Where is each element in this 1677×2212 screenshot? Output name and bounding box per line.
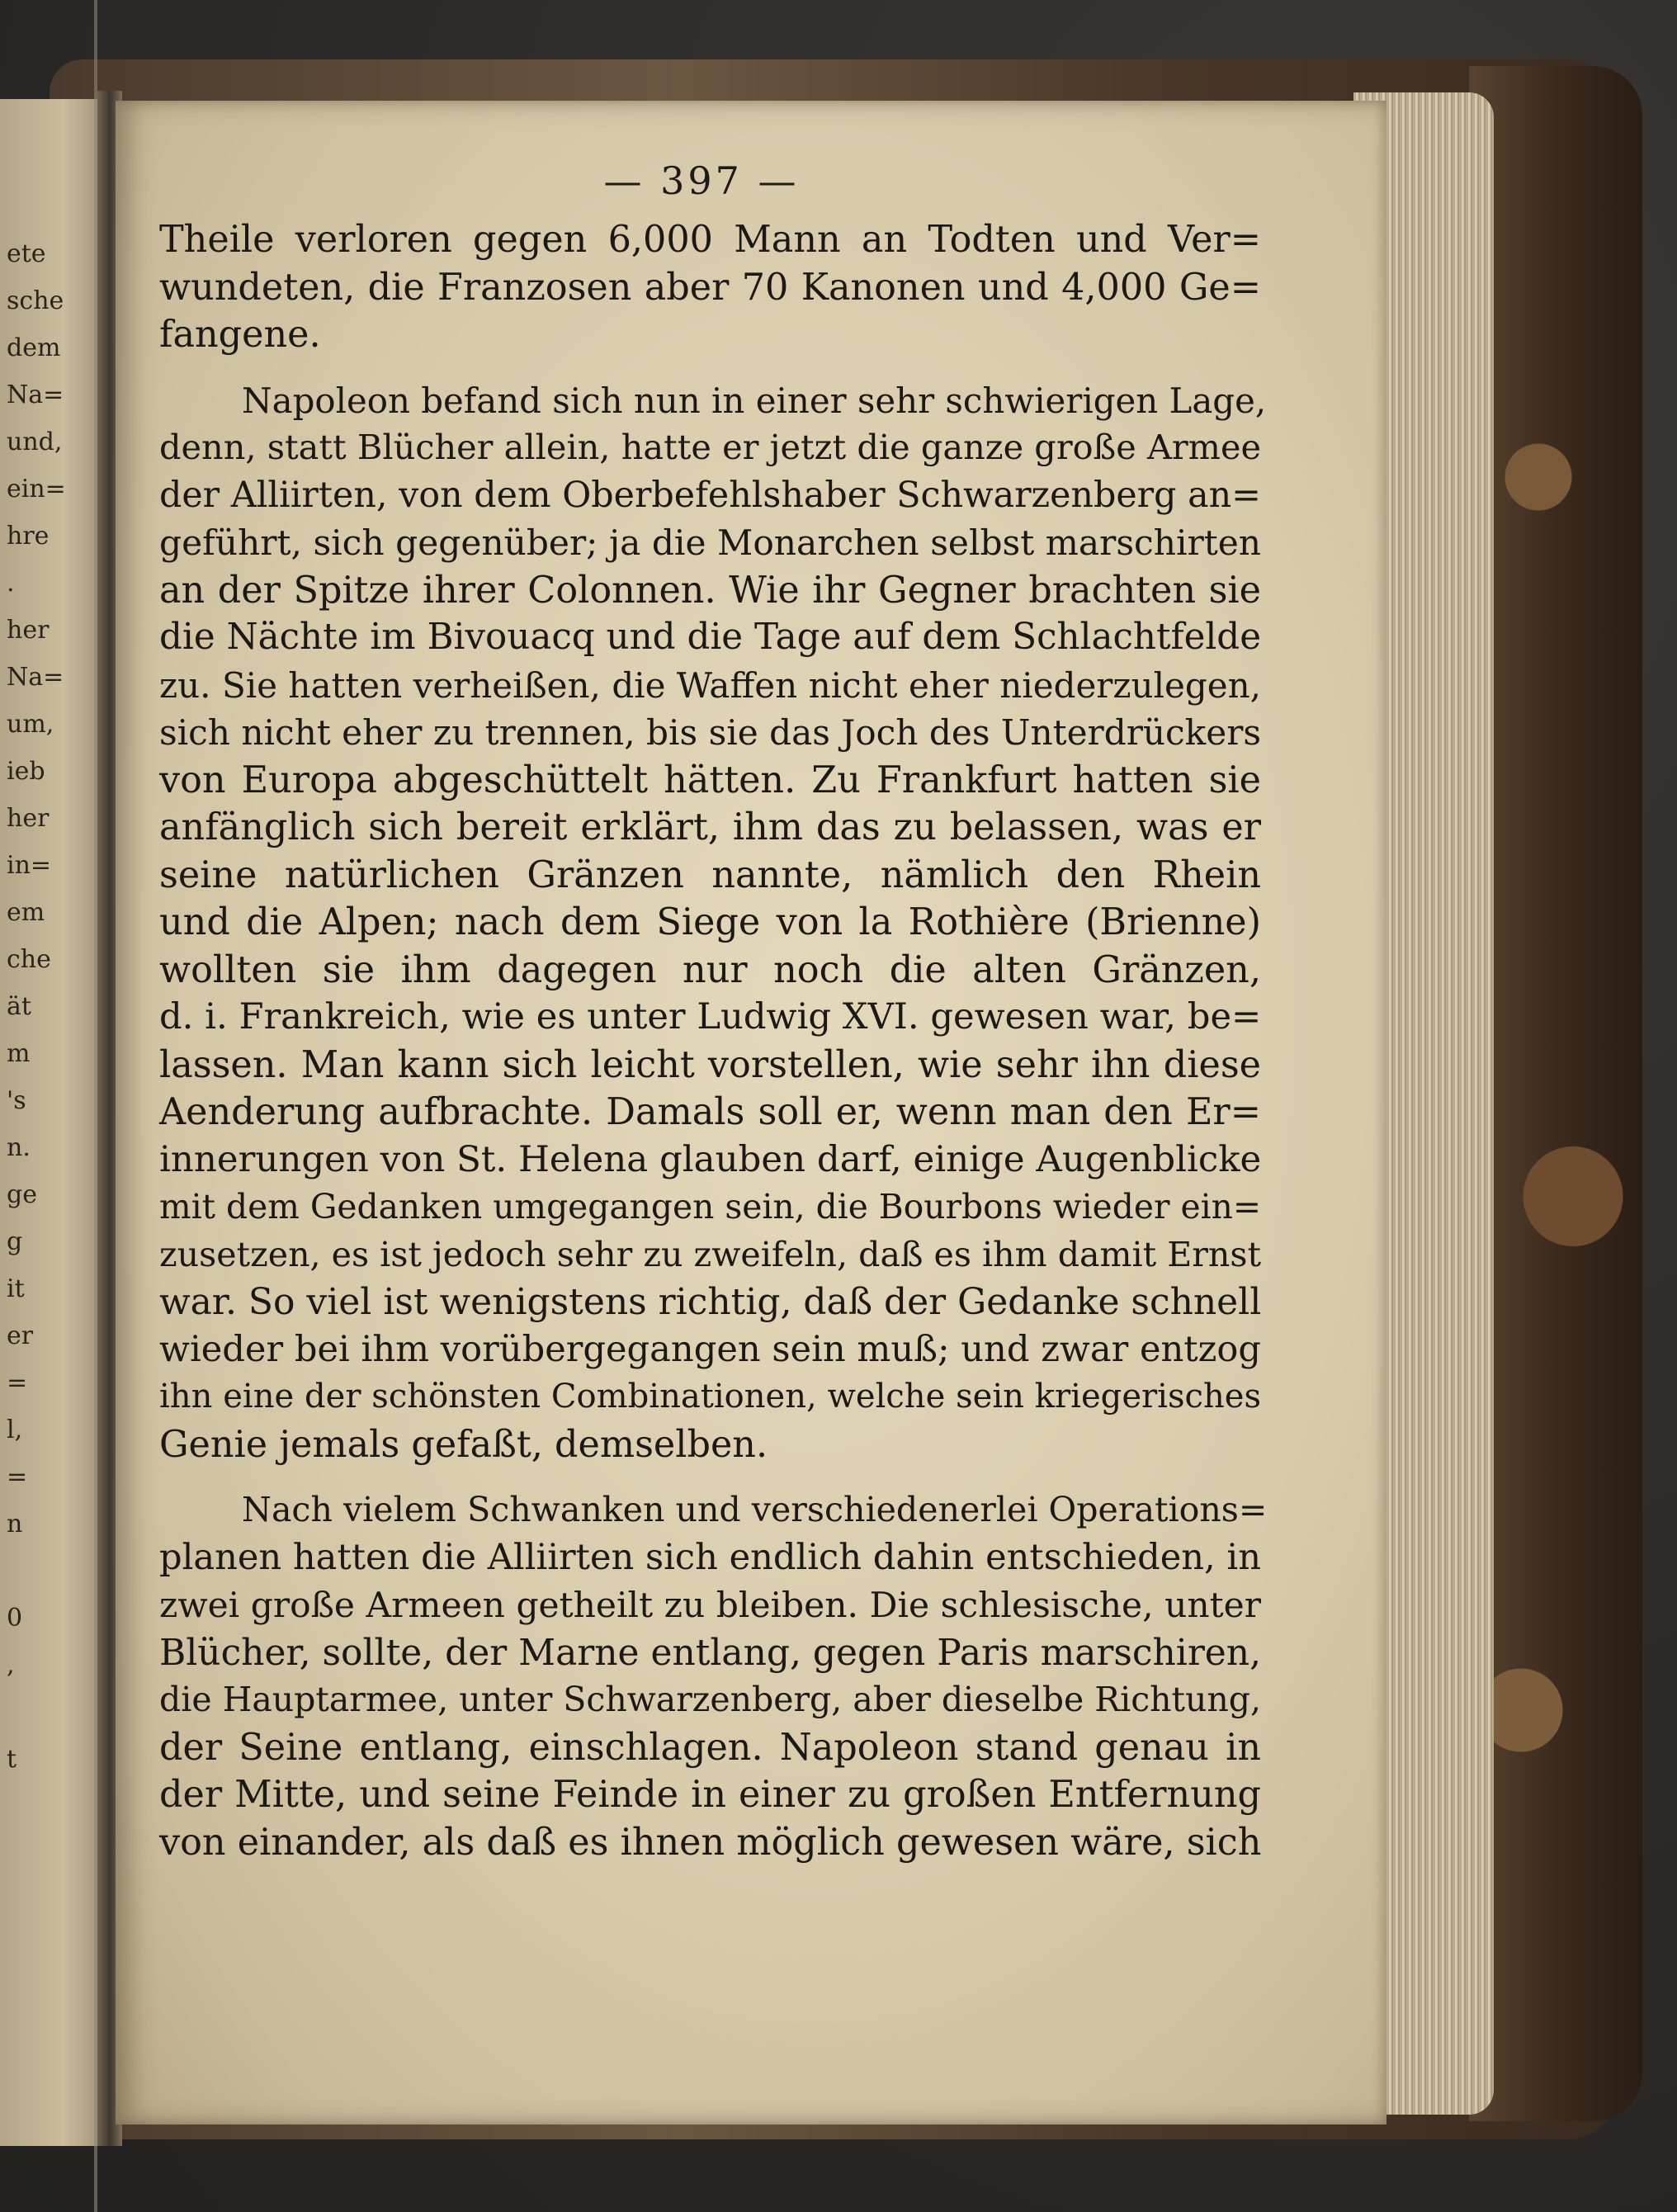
facing-page-fragment: ieb bbox=[7, 757, 45, 786]
text-line: wundeten, die Franzosen aber 70 Kanonen und 4,000 Ge= bbox=[159, 266, 1261, 309]
facing-page-fragment: her bbox=[7, 616, 50, 645]
text-line: d. i. Frankreich, wie es unter Ludwig XVI. gewesen war, be= bbox=[159, 996, 1262, 1037]
facing-page-fragment: t bbox=[7, 1745, 17, 1774]
facing-page-fragment: = bbox=[7, 1463, 28, 1491]
facing-page-fragment: sche bbox=[7, 286, 64, 315]
facing-page-fragment: her bbox=[7, 804, 50, 833]
facing-page-fragment: 's bbox=[7, 1086, 26, 1115]
facing-page-fragment: hre bbox=[7, 522, 50, 551]
facing-page-fragment: m bbox=[7, 1039, 31, 1068]
binding-line bbox=[94, 0, 97, 2212]
text-line: mit dem Gedanken umgegangen sein, die Bourbons wieder ein= bbox=[159, 1187, 1261, 1227]
facing-page-fragment: ete bbox=[7, 239, 46, 268]
marbled-cover-edge bbox=[1469, 66, 1642, 2121]
text-line: fangene. bbox=[159, 314, 321, 356]
page-body-text bbox=[159, 216, 1268, 1866]
text-line: Napoleon befand sich nun in einer sehr schwierigen Lage, bbox=[242, 380, 1267, 421]
text-line: Theile verloren gegen 6,000 Mann an Todten und Ver= bbox=[159, 219, 1261, 261]
text-line: innerungen von St. Helena glauben darf, einige Augenblicke bbox=[159, 1138, 1262, 1180]
page-number: — 397 — bbox=[603, 158, 800, 203]
text-line: die Hauptarmee, unter Schwarzenberg, aber dieselbe Richtung, bbox=[159, 1680, 1262, 1719]
facing-page-fragment: er bbox=[7, 1321, 34, 1350]
text-line: Nach vielem Schwanken und verschiedenerlei Operations= bbox=[242, 1490, 1268, 1529]
text-line: Blücher, sollte, der Marne entlang, gegen Paris marschiren, bbox=[159, 1631, 1262, 1674]
facing-page-fragment: n bbox=[7, 1510, 23, 1538]
facing-page-fragment: = bbox=[7, 1368, 28, 1397]
text-line: zu. Sie hatten verheißen, die Waffen nicht eher niederzulegen, bbox=[159, 664, 1261, 706]
facing-page-fragment: em bbox=[7, 898, 45, 927]
facing-page-fragment: l, bbox=[7, 1416, 23, 1444]
text-line: zwei große Armeen getheilt zu bleiben. Die schlesische, unter bbox=[159, 1585, 1261, 1625]
facing-page-fragment: g bbox=[7, 1227, 23, 1256]
facing-page-fragment: ät bbox=[7, 992, 31, 1021]
text-line: die Nächte im Bivouacq und die Tage auf dem Schlachtfelde bbox=[159, 617, 1261, 658]
facing-page-fragment: ein= bbox=[7, 475, 66, 503]
text-line: wollten sie ihm dagegen nur noch die alten Gränzen, bbox=[159, 948, 1261, 991]
facing-page-fragment: und, bbox=[7, 428, 63, 456]
paragraph-gap bbox=[159, 1468, 1261, 1486]
text-line: ihn eine der schönsten Combinationen, welche sein kriegerisches bbox=[159, 1378, 1261, 1416]
facing-page-fragment: che bbox=[7, 945, 51, 974]
text-line: lassen. Man kann sich leicht vorstellen, wie sehr ihn diese bbox=[159, 1043, 1261, 1086]
facing-page-fragment: Na= bbox=[7, 663, 64, 692]
facing-page-fragment: in= bbox=[7, 851, 52, 880]
text-line: an der Spitze ihrer Colonnen. Wie ihr Gegner brachten sie bbox=[159, 569, 1261, 612]
paragraph-gap bbox=[159, 359, 1261, 377]
text-line: war. So viel ist wenigstens richtig, daß der Gedanke schnell bbox=[159, 1281, 1262, 1323]
text-line: geführt, sich gegenüber; ja die Monarchen selbst marschirten bbox=[159, 522, 1261, 563]
facing-page-fragment: Na= bbox=[7, 380, 64, 409]
facing-page-fragment: 0 bbox=[7, 1604, 23, 1633]
text-line: der Seine entlang, einschlagen. Napoleon stand genau in bbox=[159, 1726, 1261, 1769]
text-line: zusetzen, es ist jedoch sehr zu zweifeln, daß es ihm damit Ernst bbox=[159, 1234, 1261, 1274]
text-line: seine natürlichen Gränzen nannte, nämlich den Rhein bbox=[159, 853, 1261, 896]
facing-page-fragment: . bbox=[7, 569, 15, 598]
facing-page-fragment: ge bbox=[7, 1180, 37, 1209]
text-line: anfänglich sich bereit erklärt, ihm das zu belassen, was er bbox=[159, 806, 1261, 848]
facing-page-fragment: , bbox=[7, 1651, 15, 1680]
facing-page-fragment: um, bbox=[7, 710, 54, 739]
text-line: planen hatten die Alliirten sich endlich dahin entschieden, in bbox=[159, 1536, 1261, 1578]
text-line: der Alliirten, von dem Oberbefehlshaber Schwarzenberg an= bbox=[159, 474, 1261, 516]
text-line: von Europa abgeschüttelt hätten. Zu Frankfurt hatten sie bbox=[159, 759, 1261, 801]
text-line: Genie jemals gefaßt, demselben. bbox=[159, 1423, 768, 1466]
facing-page-fragment: dem bbox=[7, 333, 61, 362]
text-line: Aenderung aufbrachte. Damals soll er, wenn man den Er= bbox=[159, 1091, 1261, 1133]
text-line: wieder bei ihm vorübergegangen sein muß; und zwar entzog bbox=[159, 1328, 1261, 1370]
text-line: denn, statt Blücher allein, hatte er jetzt die ganze große Armee bbox=[159, 428, 1261, 467]
text-line: der Mitte, und seine Feinde in einer zu großen Entfernung bbox=[159, 1774, 1261, 1816]
text-line: und die Alpen; nach dem Siege von la Rothière (Brienne) bbox=[159, 901, 1261, 943]
text-line: von einander, als daß es ihnen möglich gewesen wäre, sich bbox=[159, 1821, 1262, 1864]
text-line: sich nicht eher zu trennen, bis sie das Joch des Unterdrückers bbox=[159, 712, 1262, 753]
facing-page-fragment: n. bbox=[7, 1133, 31, 1162]
facing-page-fragment: it bbox=[7, 1274, 25, 1303]
